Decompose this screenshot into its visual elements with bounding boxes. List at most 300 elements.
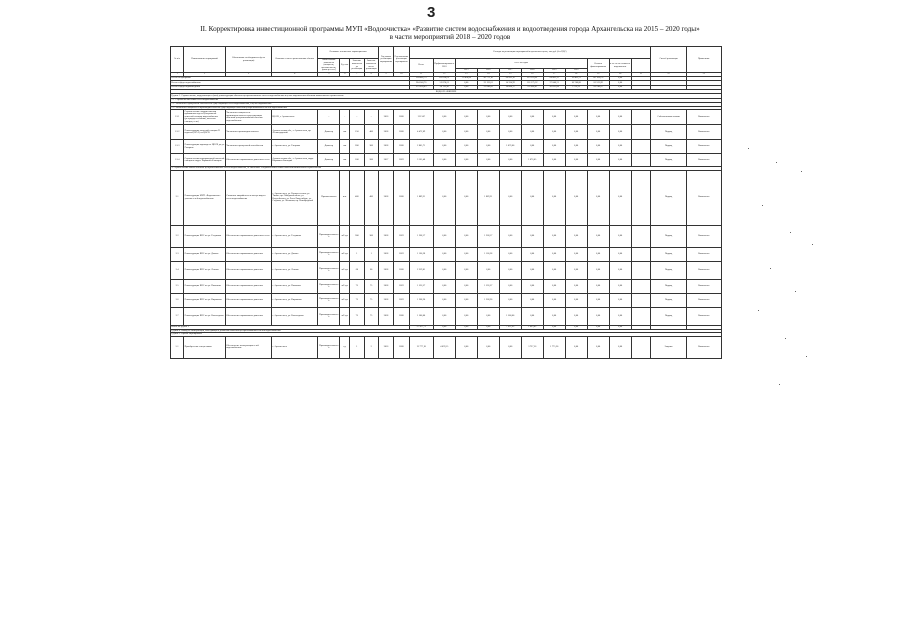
cell-value: 147 664,76 [587,76,609,81]
cell-value: 225 163,81 [521,76,543,81]
cell-value: 0,00 [477,140,499,154]
row-param: Диаметр [318,125,340,140]
group-title: Группа 5. Прочие мероприятия [171,333,722,337]
row-place: г. Архангельск, ул. Ленина [272,261,318,279]
cell-value: 53 870,61 [433,81,455,86]
cell-value: 0,00 [587,336,609,358]
row-effect: Подряд [651,247,686,261]
cell-value: 0,00 [521,279,543,293]
column-number: 3 [225,73,271,77]
cell-value: 5 718,13 [565,85,587,90]
row-goal: Обеспечение нормативного давления [225,247,271,261]
row-year-start: 2016 [378,336,393,358]
header-year-start: Год начала реализации мероприятия [378,47,393,73]
cell-value: 0,00 [587,261,609,279]
cell-value: 0,00 [609,279,631,293]
cell-value: 0,00 [565,125,587,140]
row-unit: м3/сут [340,261,350,279]
column-number: 19 [587,73,609,77]
row-place: г. Архангельск, ул. Кировская [272,293,318,307]
cell-value: 1 500,00 [499,307,521,325]
cell-value: 0,00 [565,170,587,225]
cell-value: 0,00 [609,140,631,154]
group-title: Группа 4. Вывод из эксплуатации, консервация и демонтаж объектов централизованных систем водоснабжения [171,329,722,333]
header-effect: Способ реализации [651,47,686,73]
cell-value: 0,00 [433,110,455,125]
cell-value: 0,00 [609,225,631,247]
cell-value: 1 775,20 [543,336,565,358]
cell-value: 0,00 [609,85,631,90]
cell-value: 0,00 [587,293,609,307]
cell-value: 0,00 [477,261,499,279]
cell-value: 0,00 [565,293,587,307]
header-extra [631,59,651,73]
column-number: 22 [651,73,686,77]
cell-empty [631,125,651,140]
cell-value: 27 848,21 [543,81,565,86]
cell-value: 0,00 [477,307,499,325]
cell-value: 23 133,01 [477,81,499,86]
row-after: 60 [364,261,378,279]
row-note: Выполнено [686,279,721,293]
cell-value: 0,00 [433,247,455,261]
cell-value: 0,00 [433,307,455,325]
scan-speck [795,291,796,292]
row-param: Протяженность [318,170,340,225]
cell-value: 0,00 [433,225,455,247]
scan-speck [812,244,813,245]
scan-speck [801,171,802,172]
row-after: 75 [364,279,378,293]
row-year-end: 2020 [394,307,409,325]
cell-value: 14 084,37 [499,85,521,90]
cell-value: 28 419,36 [499,76,521,81]
row-year-start: 2016 [378,110,393,125]
row-note: Выполнено [686,225,721,247]
cell-value: 0,00 [455,85,477,90]
row-effect: Закупка [651,336,686,358]
table-row [171,225,722,247]
cell-value: 0,00 [587,170,609,225]
row-name: Реконструкция ВНС по ул. Кировская [184,293,226,307]
header-remain: Остаток финансирования [587,59,609,73]
row-number: 3.2 [171,225,184,247]
cell-value: 0,00 [543,307,565,325]
row-name: Реконструкция ВНС по ул. Вологодская [184,307,226,325]
group-title: 1.2. Увеличение пропускной способности существующих сетей водоснабжения, в целях подключения [171,102,722,106]
row-number: 3.3 [171,247,184,261]
cell-value: 1 889,31 [409,170,433,225]
row-after: - [364,110,378,125]
row-year-start: 2018 [378,125,393,140]
row-after: 1 [364,247,378,261]
row-after: 200 [364,154,378,167]
row-number: 3.4 [171,261,184,279]
row-unit: п.м. [340,170,350,225]
cell-value: 1 889,31 [477,170,499,225]
header-year: 2017 [499,69,521,73]
cell-value: 1 268,20 [477,293,499,307]
row-number: 3.1 [171,170,184,225]
row-place: г. Архангельск, ул. Никитова [272,279,318,293]
cell-value: 0,00 [609,293,631,307]
column-number: 5 [318,73,340,77]
scan-speck [806,356,807,357]
row-after: 300 [364,140,378,154]
table-row [171,247,722,261]
row-before: 75 [350,279,364,293]
header-done: Профинансировано к 2018 [433,59,455,73]
row-unit: м3/сут [340,279,350,293]
header-row-1 [171,47,722,59]
cell-value: 0,00 [499,293,521,307]
cell-value: 1 160,38 [477,247,499,261]
row-name: Реконструкция ВНС по ул. Ленина [184,261,226,279]
investment-program-table [170,46,722,359]
cell-empty [631,140,651,154]
row-year-end: 2020 [394,261,409,279]
cell-value: 0,00 [433,140,455,154]
row-before: 100 [350,154,364,167]
cell-value: 161 175,32 [521,81,543,86]
row-before: 75 [350,307,364,325]
cell-value: 0,00 [587,225,609,247]
row-goal: Обеспечение нормативного давления [225,307,271,325]
cell-value: 0,00 [455,170,477,225]
cell-value: 0,00 [587,279,609,293]
row-name: Строительство станции очистки промывных вод на Центральной очистной станции водоснабжения (резервуар-отстойник, насосная станция, сети) [184,110,226,125]
cell-value: 22 640,09 [477,85,499,90]
cell-value: 0,00 [499,279,521,293]
cell-value: 0,00 [543,125,565,140]
column-number: 4 [272,73,318,77]
table-row [171,336,722,358]
header-group-costs: Расходы на реализацию мероприятий в прогнозных ценах, тыс.руб. (без НДС) [409,47,651,59]
row-before: 1 [350,336,364,358]
title-line-2: в части мероприятий 2018 – 2020 годов [389,33,511,41]
cell-empty [631,225,651,247]
row-year-start: 2018 [378,247,393,261]
rows-group-3 [171,170,722,325]
column-number: 13 [455,73,477,77]
cell-value: 279 938,03 [409,85,433,90]
cell-value: 0,00 [455,125,477,140]
cell-value: 0,00 [609,110,631,125]
header-note: Примечание [686,47,721,73]
cell-empty [631,307,651,325]
column-number: 15 [499,73,521,77]
cell-value: 0,00 [609,81,631,86]
header-unit: Ед. изм. [340,59,350,73]
row-place: Архангельская обл., г. Архангельск, округ Варавино-Фактория [272,154,318,167]
row-effect: Подряд [651,170,686,225]
cell-value: 564 086,79 [409,76,433,81]
scan-speck [770,268,771,269]
row-note: Выполнено [686,110,721,125]
cell-value: 50 119,90 [433,85,455,90]
cell-value: 1 268,17 [409,225,433,247]
row-unit: ед. [340,336,350,358]
cell-value: 0,00 [521,247,543,261]
cell-value: 1 536,57 [409,279,433,293]
row-goal: Снижение аварийности и потерь воды в сетях водоснабжения [225,170,271,225]
cell-value: 0,00 [455,261,477,279]
cell-value: 0,00 [521,261,543,279]
rows-group-1 [171,110,722,167]
column-number: 20 [609,73,631,77]
row-goal: Увеличение мощности и производительности существующих объектов централизованной системы водоснабжения [225,110,271,125]
row-number: 3.5 [171,279,184,293]
cell-value: 0,00 [565,247,587,261]
row-place: г. Архангельск, ул. Галушина [272,225,318,247]
row-before: 1 [350,247,364,261]
row-before: - [350,110,364,125]
row-note: Выполнено [686,247,721,261]
cell-value: 0,00 [477,125,499,140]
row-note: Выполнено [686,261,721,279]
row-goal: Увеличение производительности [225,125,271,140]
cell-value: 0,00 [587,154,609,167]
row-param: Производительность [318,307,340,325]
row-before: 200 [350,140,364,154]
cell-value: 0,00 [521,140,543,154]
cell-value: 2 805,71 [409,140,433,154]
column-number: 14 [477,73,499,77]
cell-value: 0,00 [455,110,477,125]
cell-value: 0,00 [565,325,587,329]
cell-value: 1 063,43 [521,325,543,329]
row-after: 2 [364,336,378,358]
cell-value: 4 472,09 [409,125,433,140]
cell-value: 0,00 [565,225,587,247]
cell-empty [631,293,651,307]
cell-value: 0,00 [499,110,521,125]
cell-value: 3 727,56 [521,336,543,358]
cell-value: 7 622,63 [499,325,521,329]
row-name: Реконструкция насосной станции II подъема (НС-2) на ЦОСВ [184,125,226,140]
cell-value: 0,00 [455,81,477,86]
row-note: Выполнено [686,307,721,325]
rows-group-5 [171,336,722,358]
row-name: Реконструкция водовода от ЦОСВ до ул. Гагарина [184,140,226,154]
header-plan: в т.ч. по годам [455,59,587,69]
summary-label: Всего в сфере водоснабжения [171,81,410,86]
row-after: 300 [364,225,378,247]
cell-value: 0,00 [455,293,477,307]
row-effect: Подряд [651,279,686,293]
cell-value: 0,00 [565,307,587,325]
column-number: 16 [521,73,543,77]
cell-value: 0,00 [499,261,521,279]
row-unit: мм [340,140,350,154]
cell-empty [631,261,651,279]
cell-value: 0,00 [455,325,477,329]
table-row [171,140,722,154]
row-unit: - [340,110,350,125]
row-unit: мм [340,154,350,167]
row-name: Реконструкция ВНС по ул. Дачная [184,247,226,261]
column-number: 7 [350,73,364,77]
row-place: г. Архангельск, ул. Дачная [272,247,318,261]
cell-value: 0,00 [543,110,565,125]
cell-value: 0,00 [521,110,543,125]
row-place: г. Архангельск [272,336,318,358]
row-year-end: 2020 [394,125,409,140]
cell-value: 0,00 [543,154,565,167]
group-title: 3. Строительство новых объектов централизованных систем водоснабжения, не связанных с подключением новых объектов капитального строительства [171,167,722,171]
row-before: 60 [350,261,364,279]
cell-empty [631,110,651,125]
row-year-start: 2018 [378,307,393,325]
cell-value: 0,00 [543,293,565,307]
row-effect: Подряд [651,154,686,167]
cell-value: 0,00 [565,110,587,125]
row-number: 1.3.4 [171,154,184,167]
cell-value: 0,00 [543,225,565,247]
header-year-end: Год окончания реализации мероприятия [394,47,409,73]
cell-value: 0,00 [543,247,565,261]
cell-value: 0,00 [499,154,521,167]
row-year-start: 2018 [378,293,393,307]
row-note: Выполнено [686,140,721,154]
row-place: ЦОСВ, г. Архангельск [272,110,318,125]
row-unit: м3/сут [340,293,350,307]
cell-value: 0,00 [455,154,477,167]
group-title: Группа 1. Строительство, модернизация и (или) реконструкция объектов централизованных систем водоснабжения в целях подключения объектов капитального строительства [171,94,722,99]
row-number: 3.7 [171,307,184,325]
cell-value: 0,00 [609,125,631,140]
cell-value: 0,00 [455,279,477,293]
header-year: 2016 [477,69,499,73]
section-title: ВОДОСНАБЖЕНИЕ [171,90,722,94]
row-year-end: 2019 [394,225,409,247]
header-param: Наименование показателя (мощность, протяженность, диаметр и т.п.) [318,59,340,73]
cell-value: 14 334,99 [499,81,521,86]
column-number: 6 [340,73,350,77]
row-after: 75 [364,293,378,307]
table-row [171,170,722,225]
cell-value: 0,00 [587,140,609,154]
row-unit: м3/сут [340,225,350,247]
cell-value: 0,00 [455,336,477,358]
cell-value: 0,00 [433,279,455,293]
row-year-end: 2019 [394,279,409,293]
row-note: Выполнено [686,170,721,225]
table-row [171,125,722,140]
row-param: Производительность [318,261,340,279]
cell-value: 0,00 [565,154,587,167]
column-number: 21 [631,73,651,77]
group-title: 1.1. Строительство новых сетей водоснабжения [171,99,722,103]
column-number: 17 [543,73,565,77]
row-year-start: 2018 [378,279,393,293]
header-year: 2018 [521,69,543,73]
row-effect: Подряд [651,225,686,247]
row-param: - [318,110,340,125]
column-number: 23 [686,73,721,77]
cell-value: 27 567,71 [409,325,433,329]
cell-value: 103 990,51 [433,76,455,81]
header-year: 2015 [455,69,477,73]
document-title [170,25,730,41]
cell-empty [631,279,651,293]
row-after: 486 [364,170,378,225]
group-title: 1.3. Увеличение мощности и производительности существующих объектов централизованных систем водоснабжения [171,106,722,110]
cell-value: 45 773,10 [477,76,499,81]
row-note: Выполнено [686,336,721,358]
row-param: Производительность [318,279,340,293]
cell-value: 68 883,25 [543,76,565,81]
cell-value: 2 359,01 [409,261,433,279]
row-place: Архангельская обл., г. Архангельск, пр. Ленинградский [272,125,318,140]
row-year-start: 2018 [378,170,393,225]
cell-value: 284 148,76 [409,81,433,86]
table-row [171,307,722,325]
row-number: 1.3.2 [171,125,184,140]
cell-value: 3 165,48 [409,154,433,167]
cell-value: 0,00 [587,110,609,125]
row-effect: Подряд [651,140,686,154]
cell-value: 0,00 [609,261,631,279]
row-year-end: 2019 [394,247,409,261]
cell-value: 0,00 [543,261,565,279]
row-name: Реконструкция ВНС по ул. Галушина [184,225,226,247]
cell-value: 0,00 [565,261,587,279]
row-goal: Обеспечение нормативного давления в сети [225,154,271,167]
cell-value: 0,00 [455,225,477,247]
cell-value: 12 777,18 [409,336,433,358]
cell-value: 0,00 [565,140,587,154]
cell-value: 63 988,49 [521,85,543,90]
column-number: 8 [364,73,378,77]
cell-value: 0,00 [477,325,499,329]
row-effect: Подряд [651,293,686,307]
cell-value: 0,00 [587,325,609,329]
cell-value: 41 035,04 [543,85,565,90]
row-goal: Обеспечение нормативного давления [225,279,271,293]
row-unit: мм [340,125,350,140]
cell-value: 0,00 [477,336,499,358]
row-year-end: 2020 [394,110,409,125]
column-number: 1 [171,73,184,77]
table-row [171,154,722,167]
row-year-start: 2017 [378,154,393,167]
header-source: в т.ч. за счет платы за подключение [609,59,631,73]
row-number: 1.3.1 [171,110,184,125]
header-group-tech: Основные технические характеристики [318,47,378,59]
cell-value: 1 268,17 [477,225,499,247]
summary-label: Всего по программе [171,76,410,81]
column-number: 2 [184,73,226,77]
cell-value: 1 076,00 [499,140,521,154]
cell-value: 0,00 [521,307,543,325]
row-note: Выполнено [686,293,721,307]
scan-speck [790,232,791,233]
column-number: 18 [565,73,587,77]
column-number: 9 [378,73,393,77]
cell-empty [631,336,651,358]
cell-value: 0,00 [455,307,477,325]
row-year-start: 2018 [378,225,393,247]
cell-value: 0,00 [609,247,631,261]
cell-value: 112 347 [409,110,433,125]
cell-value: 0,00 [433,261,455,279]
column-number: 12 [433,73,455,77]
row-before: 486 [350,170,364,225]
cell-value: 16 466,21 [565,76,587,81]
cell-value: 0,00 [433,293,455,307]
row-goal: Увеличение пропускной способности [225,140,271,154]
